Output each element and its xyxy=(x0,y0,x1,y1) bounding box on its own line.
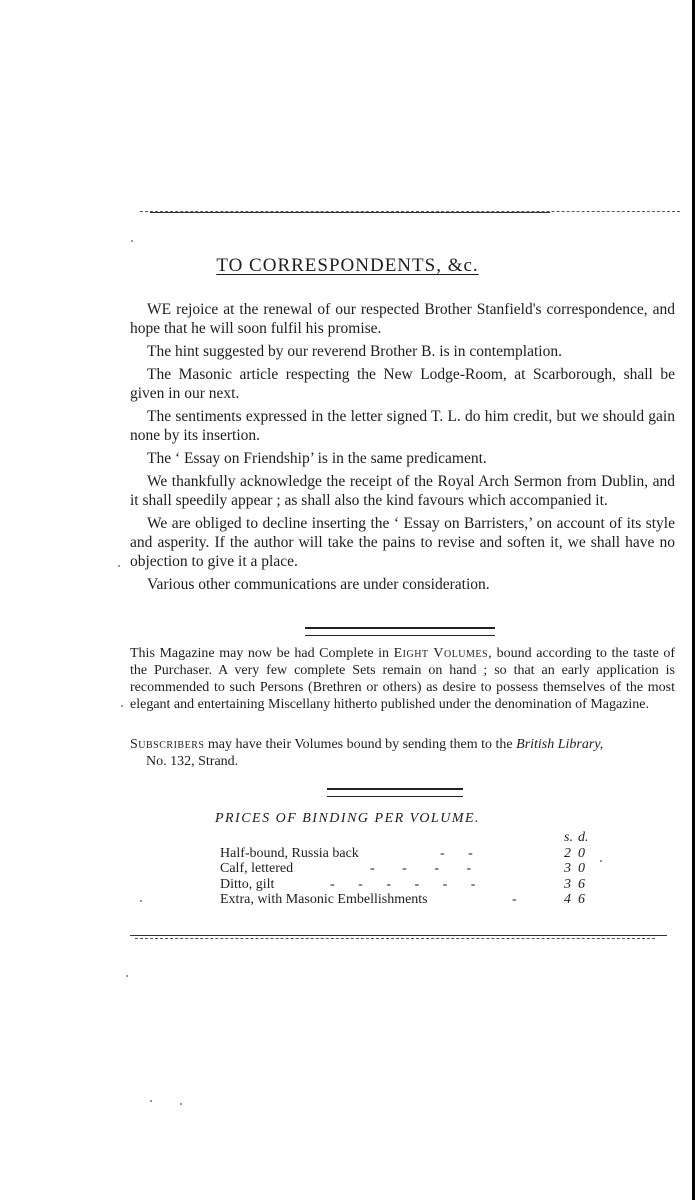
print-speck xyxy=(180,1103,182,1105)
print-speck xyxy=(118,565,120,567)
price-pence: 0 xyxy=(578,861,585,876)
subscribers-notice xyxy=(130,736,675,770)
shillings-header: s. xyxy=(564,830,573,845)
paragraph: The sentiments expressed in the letter signed T. L. do him credit, but we should gain none by its insertion. xyxy=(130,408,675,444)
correspondents-section xyxy=(130,300,675,598)
price-item: Half-bound, Russia back xyxy=(220,845,359,861)
paragraph: The hint suggested by our reverend Brother B. is in contemplation. xyxy=(147,343,562,360)
price-leader: - - - - - - xyxy=(330,876,486,892)
prices-table xyxy=(220,830,600,908)
price-shillings: 3 xyxy=(564,861,571,876)
price-shillings: 4 xyxy=(564,892,571,907)
bottom-rule xyxy=(130,935,667,936)
print-speck xyxy=(121,705,123,707)
correspondents-heading: TO CORRESPONDENTS, &c. xyxy=(216,255,479,276)
price-row xyxy=(220,877,600,893)
price-shillings: 3 xyxy=(564,876,571,892)
paragraph: WE rejoice at the renewal of our respected Brother Stanfield's correspondence, and hope that he will soon fulfil his promise. xyxy=(130,301,675,337)
paragraph: We thankfully acknowledge the receipt of the Royal Arch Sermon from Dublin, and it shall speedily appear ; as shall also the kind favours which accompanied it. xyxy=(130,473,675,509)
paragraph: We are obliged to decline inserting the ‘ Essay on Barristers,’ on account of its style and asperity. If the author will take the pains to revise and soften it, we shall have no objection to give it a place. xyxy=(130,515,675,570)
price-row xyxy=(220,892,600,908)
notice-lead: This Magazine may now be had Complete in xyxy=(130,646,390,661)
price-item: Calf, lettered xyxy=(220,861,294,876)
price-leader: - xyxy=(512,892,527,907)
notice-rest: bound according to the taste of the Purchaser. A very few complete Sets remain on hand ; so that an early application is recommended to such Persons (Brethren or others) as desire to possess themselves of the most elegant and entertaining Miscellany hitherto published under the denomination of Magazine. xyxy=(130,646,676,712)
print-speck xyxy=(140,900,142,902)
price-pence: 6 xyxy=(578,876,585,892)
price-leader: - - xyxy=(440,845,483,861)
subscribers-lead: Subscribers xyxy=(130,737,205,752)
subscribers-rest: may have their Volumes bound by sending them to the xyxy=(207,737,513,752)
price-row xyxy=(220,846,600,862)
notice-volumes: Eight Volumes, xyxy=(393,646,493,661)
subscribers-library: British Library, xyxy=(516,737,604,752)
print-speck xyxy=(150,1100,152,1102)
print-speck xyxy=(600,860,602,862)
prices-divider xyxy=(327,788,463,797)
print-speck xyxy=(131,240,133,242)
prices-header-row xyxy=(220,830,600,846)
magazine-notice xyxy=(130,645,675,713)
print-speck xyxy=(126,975,128,977)
subscribers-address: No. 132, Strand. xyxy=(146,754,239,769)
section-divider xyxy=(305,627,495,636)
price-shillings: 2 xyxy=(564,845,571,861)
price-leader: - - - - xyxy=(370,861,484,876)
bottom-rule-shadow xyxy=(135,938,655,939)
paragraph: The Masonic article respecting the New Lodge-Room, at Scarborough, shall be given in our next. xyxy=(130,366,675,402)
paragraph: Various other communications are under consideration. xyxy=(147,576,490,593)
price-item: Extra, with Masonic Embellishments xyxy=(220,892,428,907)
price-row xyxy=(220,861,600,877)
price-item: Ditto, gilt xyxy=(220,876,275,892)
paragraph: The ‘ Essay on Friendship’ is in the same predicament. xyxy=(147,450,487,467)
price-pence: 6 xyxy=(578,892,585,907)
prices-title: PRICES OF BINDING PER VOLUME. xyxy=(214,811,481,826)
pence-header: d. xyxy=(578,830,589,845)
price-pence: 0 xyxy=(578,845,585,861)
top-rule-solid xyxy=(150,212,550,213)
